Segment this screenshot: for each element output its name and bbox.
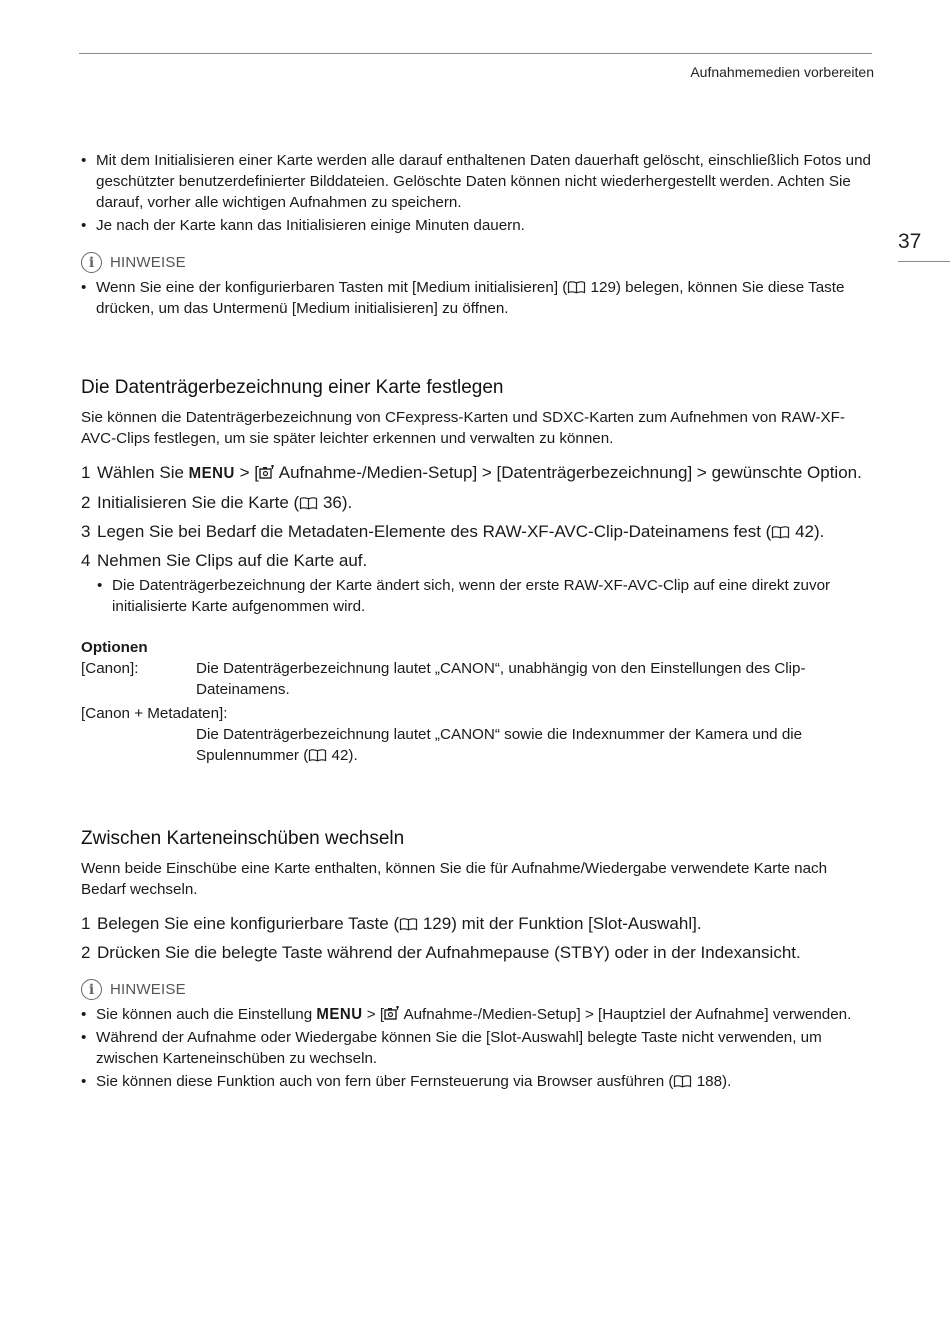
section-title: Zwischen Karteneinschüben wechseln: [81, 828, 405, 849]
book-icon: [771, 525, 790, 539]
notes-label: HINWEISE: [110, 981, 186, 998]
options-title: Optionen: [81, 639, 148, 656]
book-icon: [299, 496, 318, 510]
page-number-rule: [898, 261, 950, 262]
book-icon: [567, 280, 586, 294]
menu-button-label: MENU: [316, 1005, 363, 1024]
page-content: [81, 150, 876, 1094]
step-sub-list: [97, 575, 876, 617]
section-intro: Sie können die Datenträgerbezeichnung von CFexpress-Karten und SDXC-Karten zum Aufnehmen von RAW-XF-AVC-Clips festlegen, um sie später leichter erkennen und verwalten zu können.: [81, 409, 845, 447]
notes-label: HINWEISE: [110, 254, 186, 271]
page-number: 37: [898, 230, 922, 253]
option-value: Die Datenträgerbezeichnung lautet „CANON“, unabhängig von den Einstellungen des Clip-Dateinamens.: [196, 660, 806, 698]
step-item: 1 Wählen Sie MENU > [ Aufnahme-/Medien-Setup] > [Datenträgerbezeichnung] > gewünschte Option.: [81, 462, 876, 484]
camera-setup-icon: [259, 465, 275, 480]
note-item: • Sie können diese Funktion auch von fern über Fernsteuerung via Browser ausführen ( 188).: [81, 1071, 876, 1092]
notes-header: [81, 252, 876, 273]
bullet-item: • Je nach der Karte kann das Initialisieren einige Minuten dauern.: [81, 215, 876, 236]
header-rule: [79, 53, 872, 54]
notes-list: [81, 277, 876, 319]
bullet-item: • Mit dem Initialisieren einer Karte werden alle darauf enthaltenen Daten dauerhaft gelöscht, einschließlich Fotos und geschützter benutzerdefinierter Bilddateien. Gelöschte Daten können nicht wiederhergestellt werden. Achten Sie darauf, vorher alle wichtigen Aufnahmen zu speichern.: [81, 150, 876, 213]
info-icon: i: [81, 979, 102, 1000]
step-item: 1 Belegen Sie eine konfigurierbare Taste ( 129) mit der Funktion [Slot-Auswahl].: [81, 914, 702, 933]
option-row: [81, 658, 876, 700]
steps-list: [81, 462, 876, 617]
step-item: 4 Nehmen Sie Clips auf die Karte auf. • Die Datenträgerbezeichnung der Karte ändert sich, wenn der erste RAW-XF-AVC-Clip auf eine direkt zuvor initialisierte Karte aufgenommen wird.: [81, 550, 876, 617]
running-header: Aufnahmemedien vorbereiten: [690, 64, 874, 80]
info-icon: i: [81, 252, 102, 273]
menu-button-label: MENU: [188, 464, 235, 483]
top-bullet-list: [81, 150, 876, 236]
note-item: • Während der Aufnahme oder Wiedergabe können Sie die [Slot-Auswahl] belegte Taste nicht verwenden, um zwischen Karteneinschüben zu wechseln.: [81, 1027, 876, 1069]
steps-list: [81, 913, 876, 963]
step-item: 2 Drücken Sie die belegte Taste während der Aufnahmepause (STBY) oder in der Indexansicht.: [81, 943, 801, 962]
section-title: Die Datenträgerbezeichnung einer Karte festlegen: [81, 377, 504, 398]
option-key: [Canon + Metadaten]:: [81, 705, 228, 722]
option-value: Die Datenträgerbezeichnung lautet „CANON“ sowie die Indexnummer der Kamera und die Spulennummer ( 42).: [196, 726, 803, 764]
note-item: • Wenn Sie eine der konfigurierbaren Tasten mit [Medium initialisieren] ( 129) belegen, können Sie diese Taste drücken, um das Untermenü [Medium initialisieren] zu öffnen.: [81, 277, 876, 319]
book-icon: [308, 748, 327, 762]
sub-bullet-item: • Die Datenträgerbezeichnung der Karte ändert sich, wenn der erste RAW-XF-AVC-Clip auf eine direkt zuvor initialisierte Karte aufgenommen wird.: [97, 575, 876, 617]
section-intro: Wenn beide Einschübe eine Karte enthalten, können Sie die für Aufnahme/Wiedergabe verwendete Karte nach Bedarf wechseln.: [81, 860, 828, 898]
notes-list: [81, 1004, 876, 1092]
step-item: 2 Initialisieren Sie die Karte ( 36).: [81, 493, 353, 512]
note-item: • Sie können auch die Einstellung MENU > [ Aufnahme-/Medien-Setup] > [Hauptziel der Aufnahme] verwenden.: [81, 1004, 876, 1025]
camera-setup-icon: [384, 1006, 400, 1021]
book-icon: [673, 1074, 692, 1088]
step-item: 3 Legen Sie bei Bedarf die Metadaten-Elemente des RAW-XF-AVC-Clip-Dateinamens fest ( 42).: [81, 522, 825, 541]
option-key: [Canon]:: [81, 660, 139, 677]
notes-header: [81, 979, 876, 1000]
book-icon: [399, 917, 418, 931]
